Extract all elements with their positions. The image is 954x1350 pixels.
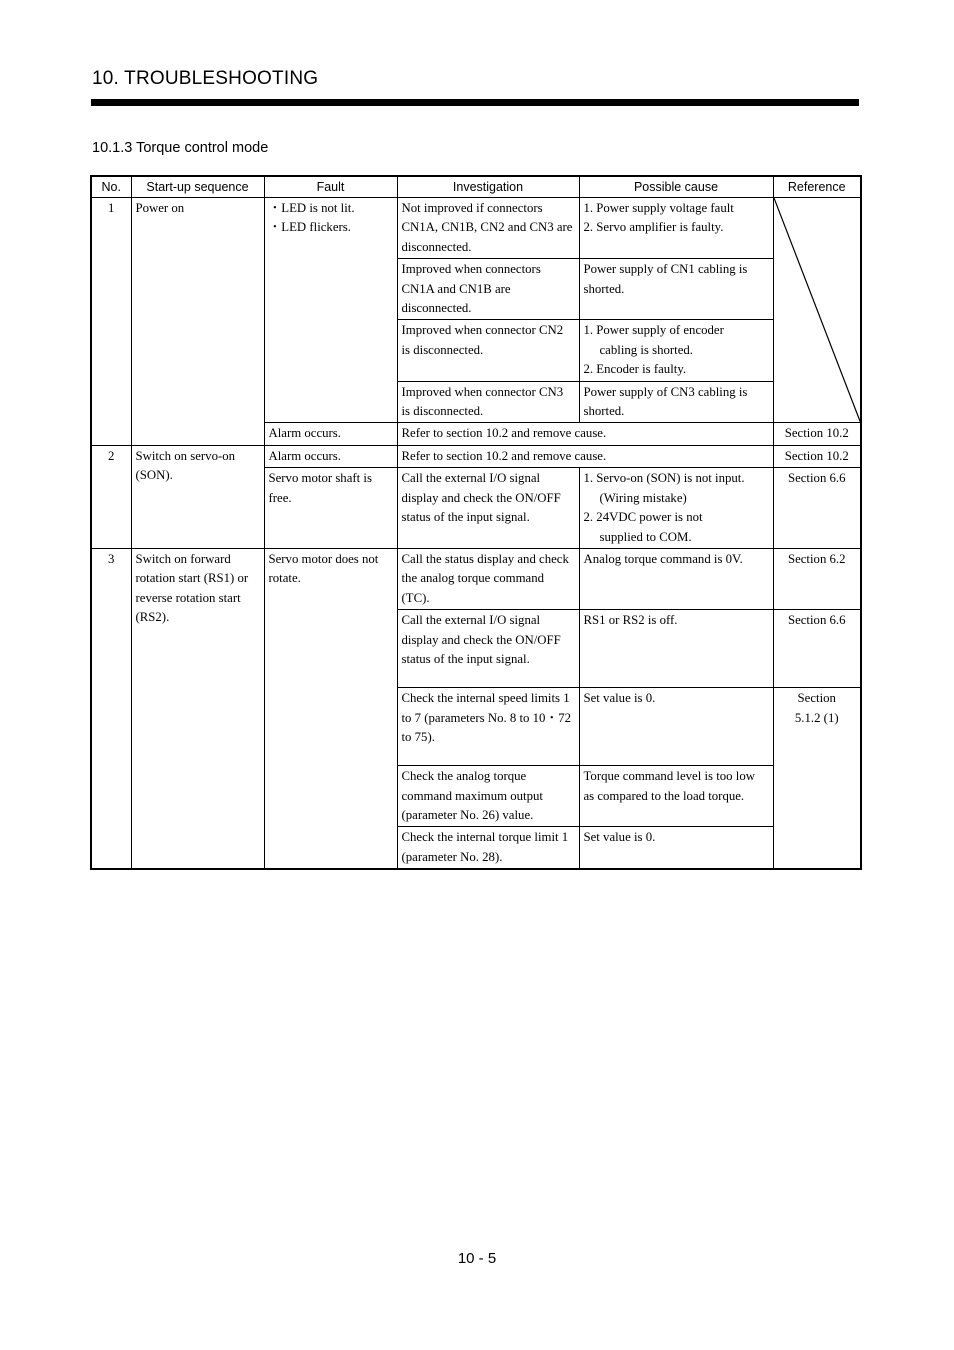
reference-cell: Section 10.2 xyxy=(773,423,861,445)
row-number: 3 xyxy=(91,548,131,869)
fault-cell xyxy=(264,198,397,423)
cause-cell: Set value is 0. xyxy=(579,688,773,766)
table-row xyxy=(91,548,861,609)
cause-cell: Set value is 0. xyxy=(579,827,773,869)
cause-text: 2. Servo amplifier is faulty. xyxy=(583,220,724,235)
investigation-cell: Improved when connectors CN1A and CN1B are disconnected. xyxy=(397,259,579,320)
cause-text: 2. Encoder is faulty. xyxy=(583,362,687,377)
fault-cell: Servo motor shaft is free. xyxy=(264,468,397,549)
reference-not-applicable xyxy=(773,198,861,423)
merged-cause-cell: Refer to section 10.2 and remove cause. xyxy=(397,423,773,445)
cause-text: 1. Servo-on (SON) is not input. xyxy=(583,471,745,486)
table-header-row xyxy=(91,176,861,198)
section-title: 10.1.3 Torque control mode xyxy=(92,140,269,156)
investigation-cell: Improved when connector CN3 is disconnected. xyxy=(397,381,579,423)
header-investigation: Investigation xyxy=(397,176,579,198)
cause-cell: Power supply of CN3 cabling is shorted. xyxy=(579,381,773,423)
cause-cell: RS1 or RS2 is off. xyxy=(579,610,773,688)
startup-sequence: Power on xyxy=(131,198,264,446)
investigation-cell: Call the external I/O signal display and check the ON/OFF status of the input signal. xyxy=(397,610,579,688)
investigation-cell: Call the status display and check the analog torque command (TC). xyxy=(397,548,579,609)
reference-cell: Section 6.2 xyxy=(773,548,861,609)
reference-text: Section 5.1.2 (1) xyxy=(794,691,839,725)
cause-text: supplied to COM. xyxy=(599,529,692,544)
row-number: 1 xyxy=(91,198,131,446)
investigation-cell: Check the internal torque limit 1 (parameter No. 28). xyxy=(397,827,579,869)
investigation-cell: Check the internal speed limits 1 to 7 (parameters No. 8 to 10・72 to 75). xyxy=(397,688,579,766)
fault-cell: Alarm occurs. xyxy=(264,445,397,467)
fault-cell: Alarm occurs. xyxy=(264,423,397,445)
reference-cell: Section 6.6 xyxy=(773,610,861,688)
cause-cell xyxy=(579,320,773,381)
investigation-cell: Check the analog torque command maximum output (parameter No. 26) value. xyxy=(397,766,579,827)
diagonal-slash xyxy=(774,198,861,422)
cause-text: 1. Power supply voltage fault xyxy=(583,201,734,215)
cause-text: 2. 24VDC power is not xyxy=(583,510,703,525)
header-reference: Reference xyxy=(773,176,861,198)
startup-sequence: Switch on servo-on (SON). xyxy=(131,445,264,548)
cause-text: cabling is shorted. xyxy=(599,342,693,357)
reference-cell: Section 10.2 xyxy=(773,445,861,467)
investigation-cell: Call the external I/O signal display and check the ON/OFF status of the input signal. xyxy=(397,468,579,549)
cause-cell: Analog torque command is 0V. xyxy=(579,548,773,609)
reference-cell: Section 6.6 xyxy=(773,468,861,549)
table-row xyxy=(91,445,861,467)
cause-text: (Wiring mistake) xyxy=(599,490,687,505)
row-number: 2 xyxy=(91,445,131,548)
header-startup-sequence: Start-up sequence xyxy=(131,176,264,198)
cause-cell xyxy=(579,198,773,259)
reference-cell xyxy=(773,688,861,870)
header-no: No. xyxy=(91,176,131,198)
merged-cause-cell: Refer to section 10.2 and remove cause. xyxy=(397,445,773,467)
cause-cell: Torque command level is too low as compared to the load torque. xyxy=(579,766,773,827)
troubleshooting-table xyxy=(90,175,862,870)
cause-text: 1. Power supply of encoder xyxy=(583,323,724,338)
header-possible-cause: Possible cause xyxy=(579,176,773,198)
fault-cell: Servo motor does not rotate. xyxy=(264,548,397,869)
chapter-title: 10. TROUBLESHOOTING xyxy=(92,68,319,89)
table-row xyxy=(91,198,861,259)
startup-sequence: Switch on forward rotation start (RS1) or reverse rotation start (RS2). xyxy=(131,548,264,869)
page-number: 10 - 5 xyxy=(457,1250,497,1267)
investigation-cell: Improved when connector CN2 is disconnected. xyxy=(397,320,579,381)
header-fault: Fault xyxy=(264,176,397,198)
cause-cell: Power supply of CN1 cabling is shorted. xyxy=(579,259,773,320)
cause-cell xyxy=(579,468,773,549)
investigation-cell: Not improved if connectors CN1A, CN1B, CN2 and CN3 are disconnected. xyxy=(397,198,579,259)
header-rule xyxy=(91,99,859,106)
fault-text: ・LED flickers. xyxy=(268,220,351,235)
fault-text: ・LED is not lit. xyxy=(268,201,355,215)
